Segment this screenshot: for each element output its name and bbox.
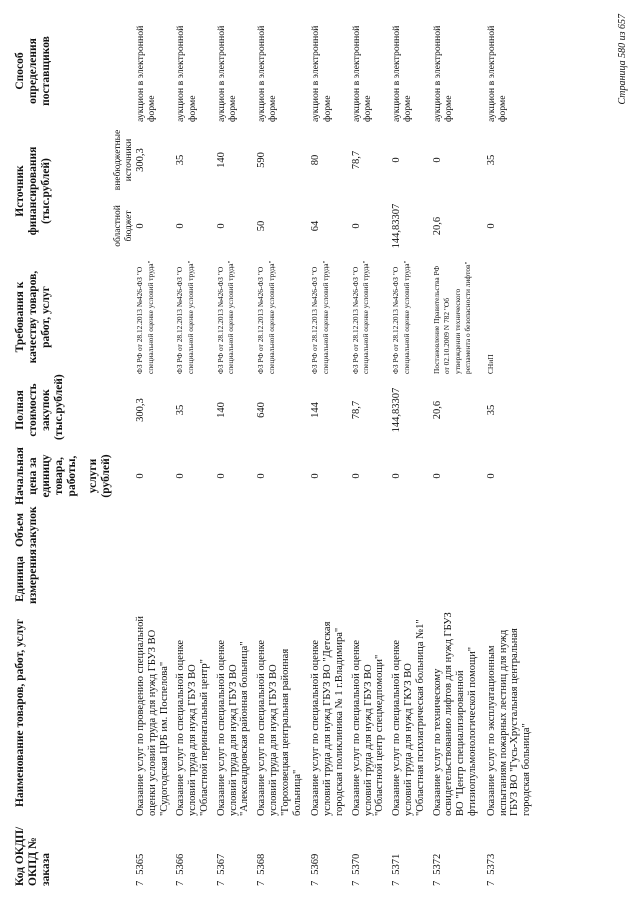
cell-unit: [216, 551, 256, 607]
cell-budget: 50: [256, 220, 268, 232]
order-number: 5369: [310, 853, 322, 875]
cell-extra: 300,3: [135, 148, 146, 172]
cell-order-code: [351, 819, 391, 889]
cell-extra: 35: [485, 154, 497, 166]
order-number: 5371: [391, 853, 403, 875]
cell-budget: 20,6: [431, 216, 443, 236]
table-row: [135, 17, 175, 889]
order-prefix: 7: [215, 880, 227, 886]
subheader-spacer: [113, 257, 135, 889]
cell-extra: 80: [310, 154, 322, 166]
table-row: [351, 17, 391, 889]
table-row: [310, 17, 350, 889]
cell-total: 20,6: [431, 400, 443, 420]
cell-method: аукцион в электронной форме: [391, 25, 414, 122]
cell-unit: [432, 551, 486, 607]
cell-order-code: [256, 819, 310, 889]
cell-method: аукцион в электронной форме: [350, 25, 373, 122]
header-row: [14, 17, 113, 889]
subheader-extra: внебюджетные источники: [113, 129, 134, 191]
cell-unit: [310, 551, 350, 607]
header-volume: Объем закупок: [14, 506, 39, 548]
order-number: 5365: [135, 853, 146, 875]
header-method: Способ определения поставщиков: [14, 36, 52, 106]
cell-requirements: СНиП: [485, 354, 495, 374]
cell-order-code: [216, 819, 256, 889]
cell-order-code: [135, 819, 175, 889]
cell-price: 0: [256, 473, 268, 479]
cell-price: 0: [391, 473, 403, 479]
cell-name: Оказание услуг по техническому освидетельствованию лифтов для нужд ГБУЗ ВО "Центр специализированной фтизиопульмонологической помощи": [431, 612, 478, 816]
cell-name: Оказание услуг по специальной оценке условий труда для нужд ГБУЗ ВО "Областной перинатальный центр": [175, 639, 210, 816]
subheader-row: [113, 17, 135, 889]
cell-method: аукцион в электронной форме: [256, 25, 279, 122]
cell-price: 0: [215, 473, 227, 479]
order-number: 5368: [256, 853, 268, 875]
cell-budget: 144,83307: [391, 203, 403, 249]
cell-volume: [135, 509, 175, 551]
cell-extra: 35: [175, 154, 187, 166]
order-prefix: 7: [485, 880, 497, 886]
cell-name: Оказание услуг по специальной оценке условий труда для нужд ГБУЗ ВО "Гороховецкая центральная районная больница": [256, 639, 303, 816]
cell-extra: 590: [256, 152, 268, 168]
header-price: [14, 443, 113, 509]
procurement-table: [14, 17, 540, 889]
cell-requirements: ФЗ РФ от 28.12.2013 №426-ФЗ "О специальной оценке условий труда": [350, 260, 371, 374]
cell-order-code: [175, 819, 215, 889]
cell-budget: 0: [350, 223, 362, 229]
cell-name: Оказание услуг по специальной оценке условий труда для нужд ГБУЗ ВО "Детская городская поликлиника № 1 г.Владимира": [310, 621, 345, 816]
order-number: 5367: [215, 853, 227, 875]
cell-method: аукцион в электронной форме: [310, 25, 333, 122]
cell-requirements: ФЗ РФ от 28.12.2013 №426-ФЗ "О специальной оценке условий труда": [256, 260, 276, 374]
header-code: Код ОКДП/ ОКПД № заказа: [14, 826, 52, 886]
cell-extra: 0: [431, 157, 443, 163]
order-prefix: 7: [310, 880, 322, 886]
cell-price: 0: [431, 473, 443, 479]
cell-budget: 64: [310, 220, 322, 232]
cell-name: Оказание услуг по проведению специальной оценки условий труда для нужд ГБУЗ ВО "Судогодская ЦРБ им. Поспелова": [135, 615, 170, 816]
order-prefix: 7: [431, 880, 443, 886]
cell-order-code: [432, 819, 486, 889]
order-prefix: 7: [135, 880, 146, 886]
cell-unit: [351, 551, 391, 607]
cell-requirements: ФЗ РФ от 28.12.2013 №426-ФЗ "О специальной оценке условий труда": [175, 260, 195, 374]
cell-volume: [486, 509, 540, 551]
cell-unit: [256, 551, 310, 607]
cell-requirements: Постановление Правительства РФ от 02.10.2009 N 782 "Об утверждении технического регламента о безопасности лифтов": [431, 261, 473, 374]
cell-total: 35: [485, 404, 497, 416]
cell-total: 300,3: [135, 398, 146, 422]
cell-name: Оказание услуг по специальной оценке условий труда для нужд ГБУЗ ВО "Областной центр спецмедпомощи": [350, 639, 386, 816]
table-row: [391, 17, 431, 889]
cell-unit: [175, 551, 215, 607]
cell-requirements: ФЗ РФ от 28.12.2013 №426-ФЗ "О специальной оценке условий труда": [215, 260, 236, 374]
cell-price: 0: [135, 473, 146, 479]
cell-volume: [432, 509, 486, 551]
table-row: [175, 17, 215, 889]
cell-budget: 0: [175, 223, 187, 229]
cell-method: аукцион в электронной форме: [431, 25, 454, 122]
header-unit: Единица измерения: [14, 549, 39, 604]
cell-name: Оказание услуг по специальной оценке условий труда для нужд ГБУЗ ВО "Александровская районная больница": [215, 639, 251, 816]
cell-budget: 0: [135, 223, 146, 229]
cell-budget: 0: [485, 223, 497, 229]
cell-price: 0: [310, 473, 322, 479]
cell-method: аукцион в электронной форме: [175, 25, 198, 122]
cell-total: 140: [215, 402, 227, 418]
cell-method: аукцион в электронной форме: [135, 25, 158, 122]
header-financing: Источник финансирования (тыс.рублей): [14, 146, 52, 236]
header-requirements: Требования к качеству товаров, работ, услуг: [14, 270, 52, 364]
cell-price: 0: [175, 473, 187, 479]
table-row: [432, 17, 486, 889]
cell-method: аукцион в электронной форме: [215, 25, 238, 122]
cell-requirements: ФЗ РФ от 28.12.2013 №426-ФЗ "О специальной оценке условий труда": [391, 260, 411, 374]
header-price-note: услуги (рублей): [87, 454, 112, 498]
cell-requirements: ФЗ РФ от 28.12.2013 №426-ФЗ "О специальной оценке условий труда": [135, 260, 155, 374]
subheader-budget: областной бюджет: [113, 205, 134, 247]
order-number: 5370: [350, 853, 362, 875]
cell-method: аукцион в электронной форме: [485, 25, 508, 122]
cell-requirements: ФЗ РФ от 28.12.2013 №426-ФЗ "О специальной оценке условий труда": [310, 260, 330, 374]
cell-volume: [216, 509, 256, 551]
cell-volume: [391, 509, 431, 551]
cell-extra: 78,7: [350, 150, 362, 170]
order-prefix: 7: [391, 880, 403, 886]
cell-unit: [391, 551, 431, 607]
order-prefix: 7: [256, 880, 268, 886]
cell-name: Оказание услуг по эксплуатационным испытаниям пожарных лестниц для нужд ГБУЗ ВО "Гусь-Хрустальная центральная городская больница": [485, 628, 533, 816]
cell-unit: [486, 551, 540, 607]
table-row: [486, 17, 540, 889]
order-prefix: 7: [350, 880, 362, 886]
cell-total: 640: [256, 402, 268, 418]
cell-budget: 0: [215, 223, 227, 229]
cell-extra: 0: [391, 157, 403, 163]
cell-total: 78,7: [350, 400, 362, 420]
header-price-label: Начальная цена за единицу товара, работы,: [14, 447, 78, 505]
order-number: 5366: [175, 853, 187, 875]
order-prefix: 7: [175, 880, 187, 886]
cell-total: 144,83307: [391, 387, 403, 433]
page-footer: Страница 580 из 657: [617, 14, 628, 105]
cell-volume: [310, 509, 350, 551]
cell-volume: [256, 509, 310, 551]
cell-order-code: [310, 819, 350, 889]
cell-order-code: [391, 819, 431, 889]
table-body: [135, 17, 540, 889]
order-number: 5372: [431, 853, 443, 875]
table-row: [256, 17, 310, 889]
table-row: [216, 17, 256, 889]
order-number: 5373: [485, 853, 497, 875]
cell-extra: 140: [215, 152, 227, 168]
header-name: Наименование товаров, работ, услуг: [14, 618, 26, 808]
cell-unit: [135, 551, 175, 607]
cell-price: 0: [350, 473, 362, 479]
cell-name: Оказание услуг по специальной оценке условий труда для нужд ГКУЗ ВО "Областная психиатрическая больница №1": [391, 619, 426, 816]
cell-volume: [175, 509, 215, 551]
cell-price: 0: [485, 473, 497, 479]
cell-total: 144: [310, 402, 322, 418]
cell-order-code: [486, 819, 540, 889]
subheader-method-spacer: [113, 17, 135, 125]
cell-total: 35: [175, 404, 187, 416]
cell-volume: [351, 509, 391, 551]
header-total: Полная стоимость закупок (тыс.рублей): [14, 374, 65, 440]
